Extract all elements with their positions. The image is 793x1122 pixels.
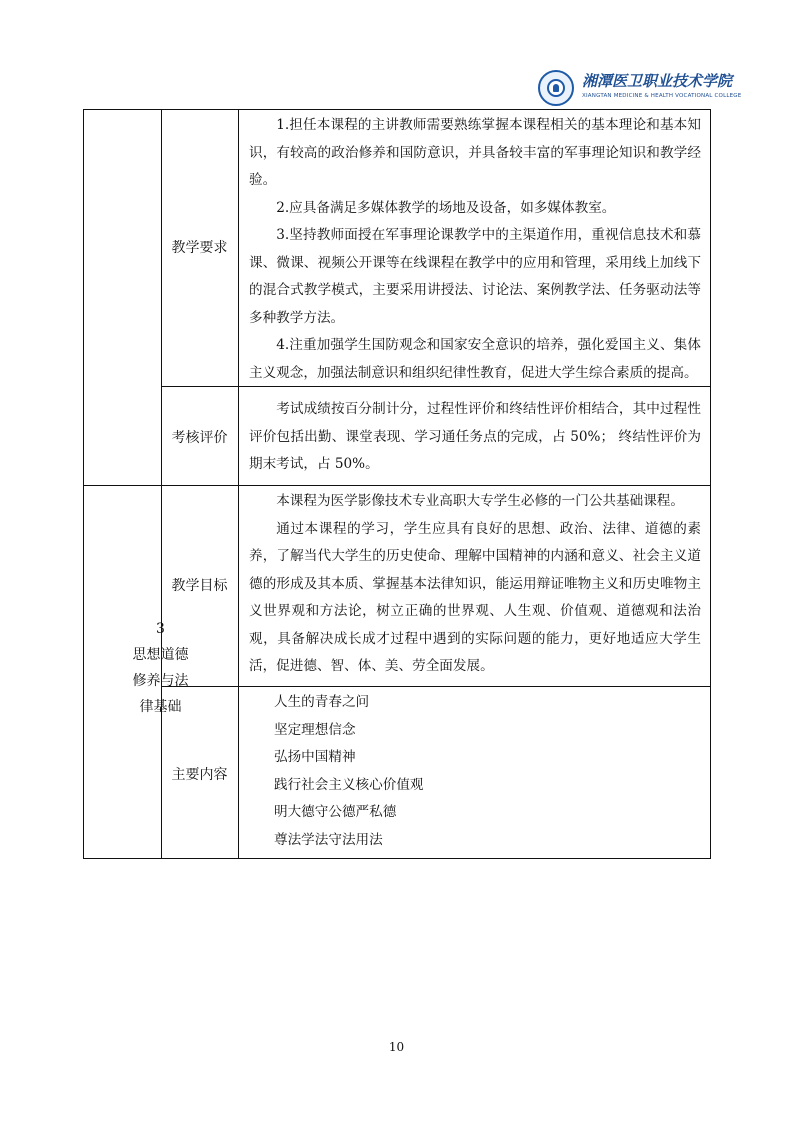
table-border-bottom [83, 858, 711, 859]
table-border-top [83, 109, 711, 110]
row-divider-objectives-content [161, 686, 711, 687]
page-number: 10 [388, 1040, 405, 1054]
row-divider-course-2-3 [83, 485, 711, 486]
requirement-paragraph: 4.注重加强学生国防观念和国家安全意识的培养，强化爱国主义、集体主义观念，加强法制意识和组织纪律性教育，促进大学生综合素质的提高。 [249, 337, 701, 381]
college-logo [538, 68, 742, 108]
college-emblem-icon [538, 70, 574, 106]
objectives-label: 教学目标 [171, 578, 228, 594]
table-border-right [710, 109, 711, 859]
assessment-text: 考试成绩按百分制计分，过程性评价和终结性评价相结合，其中过程性评价包括出勤、课堂表现、学习通任务点的完成，占 50%； 终结性评价为期末考试，占 50%。 [249, 401, 701, 472]
objective-paragraph: 通过本课程的学习，学生应具有良好的思想、政治、法律、道德的素养，了解当代大学生的历史使命、理解中国精神的内涵和意义、社会主义道德的形成及其本质、掌握基本法律知识，能运用辩证唯物主义和历史唯物主义世界观和方法论，树立正确的世界观、人生观、价值观、道德观和法治观，具备解决成长成才过程中遇到的实际问题的能力，更好地适应大学生活，促进德、智、体、美、劳全面发展。 [249, 520, 701, 674]
teaching-requirements-label: 教学要求 [171, 240, 228, 256]
content-list-item: 人生的青春之问 [274, 694, 370, 710]
objectives-text [249, 488, 701, 681]
course-name-line: 律基础 [139, 699, 182, 715]
content-list-item: 尊法学法守法用法 [274, 831, 383, 848]
table-col-divider-2 [238, 109, 239, 859]
content-list-item: 践行社会主义核心价值观 [274, 776, 424, 793]
course-name-line: 思想道德 [132, 647, 189, 663]
objective-paragraph: 本课程为医学影像技术专业高职大专学生必修的一门公共基础课程。 [276, 493, 684, 509]
content-list-item: 坚定理想信念 [274, 721, 356, 738]
college-name-english: XIANGTAN MEDICINE & HEALTH VOCATIONAL COLLEGE [582, 93, 742, 99]
course-name-line: 修养与法 [132, 673, 189, 689]
content-list-item: 明大德守公德严私德 [274, 804, 397, 820]
requirement-paragraph: 1.担任本课程的主讲教师需要熟练掌握本课程相关的基本理论和基本知识，有较高的政治修养和国防意识，并具备较丰富的军事理论知识和教学经验。 [249, 117, 701, 188]
content-list-item: 弘扬中国精神 [274, 749, 356, 765]
main-content-list [274, 689, 694, 854]
requirement-paragraph: 2.应具备满足多媒体教学的场地及设备，如多媒体教室。 [276, 199, 616, 216]
assessment-text-block [249, 396, 701, 479]
table-col-divider-1 [161, 109, 162, 859]
course-number: 3 [156, 621, 165, 637]
main-content-label: 主要内容 [171, 767, 228, 783]
teaching-requirements-text [249, 112, 701, 387]
assessment-label: 考核评价 [171, 430, 228, 446]
requirement-paragraph: 3.坚持教师面授在军事理论课教学中的主渠道作用，重视信息技术和慕课、微课、视频公开课等在线课程在教学中的应用和管理，采用线上加线下的混合式教学模式，主要采用讲授法、讨论法、案例教学法、任务驱动法等多种教学方法。 [249, 227, 701, 326]
college-name: 湘潭医卫职业技术学院 [582, 72, 733, 90]
table-border-left [83, 109, 84, 859]
